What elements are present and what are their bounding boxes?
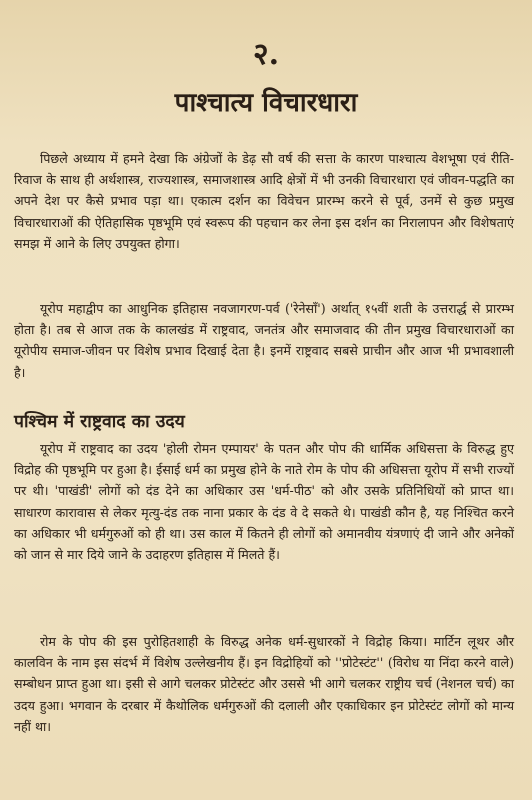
paragraph-text: पिछले अध्याय में हमने देखा कि अंग्रेजों के डेढ़ सौ वर्ष की सत्ता के कारण पाश्चात्य वेशभूषा एवं रीति-रिवाज के साथ ही अर्थशास्त्र, राज्यशास्त्र, समाजशास्त्र आदि क्षेत्रों में भी उनकी विचारधारा एवं जीवन-पद्धति का अपने देश पर कैसे प्रभाव पड़ा था। एकात्म दर्शन का विवेचन प्रारम्भ करने से पूर्व, उनमें से कुछ प्रमुख विचारधाराओं की ऐतिहासिक पृष्ठभूमि एवं स्वरूप की पहचान कर लेना इस दर्शन का निरालापन और विशेषताएं समझ में आने के लिए उपयुक्त होगा। <box>14 151 514 251</box>
section-heading: पश्चिम में राष्ट्रवाद का उदय <box>14 412 185 432</box>
paragraph-europe-history <box>14 298 514 383</box>
paragraph-text: रोम के पोप की इस पुरोहितशाही के विरुद्ध अनेक धर्म-सुधारकों ने विद्रोह किया। मार्टिन लूथर और कालविन के नाम इस संदर्भ में विशेष उल्लेखनीय हैं। इन विद्रोहियों को ''प्रोटेस्टंट'' (विरोध या निंदा करने वाले) सम्बोधन प्राप्त हुआ था। इसी से आगे चलकर प्रोटेस्टंट और उससे भी आगे चलकर राष्ट्रीय चर्च (नेशनल चर्च) का उदय हुआ। भगवान के दरबार में कैथोलिक धर्मगुरुओं की दलाली और एकाधिकार इन प्रोटेस्टंट लोगों को मान्य नहीं था। <box>14 634 514 734</box>
paragraph-intro <box>14 148 514 254</box>
paragraph-text: यूरोप में राष्ट्रवाद का उदय 'होली रोमन एम्पायर' के पतन और पोप की धार्मिक अधिसत्ता के विरुद्ध हुए विद्रोह की पृष्ठभूमि पर हुआ है। ईसाई धर्म का प्रमुख होने के नाते रोम के पोप की अधिसत्ता यूरोप में सभी राज्यों पर थी। 'पाखंडी' लोगों को दंड देने का अधिकार उस 'धर्म-पीठ' को और उसके प्रतिनिधियों को प्राप्त था। साधारण कारावास से लेकर मृत्यु-दंड तक नाना प्रकार के दंड वे दे सकते थे। पाखंडी कौन है, यह निश्चित करने का अधिकार भी धर्मगुरुओं को ही था। उस काल में कितने ही लोगों को अमानवीय यंत्रणाएं दी जाने और अनेकों को जान से मार दिये जाने के उदाहरण इतिहास में मिलते हैं। <box>14 441 514 563</box>
paragraph-nationalism-rise <box>14 438 514 565</box>
chapter-title: पाश्चात्य विचारधारा <box>174 88 358 118</box>
paragraph-text: यूरोप महाद्वीप का आधुनिक इतिहास नवजागरण-पर्व ('रेनेसाँ') अर्थात् १५वीं शती के उत्तरार्द्ध से प्रारम्भ होता है। तब से आज तक के कालखंड में राष्ट्रवाद, जनतंत्र और समाजवाद की तीन प्रमुख विचारधाराओं का यूरोपीय समाज-जीवन पर विशेष प्रभाव दिखाई देता है। इनमें राष्ट्रवाद सबसे प्राचीन और आज भी प्रभावशाली है। <box>14 301 514 380</box>
chapter-number: २. <box>252 37 280 72</box>
paragraph-protestant <box>14 631 514 737</box>
